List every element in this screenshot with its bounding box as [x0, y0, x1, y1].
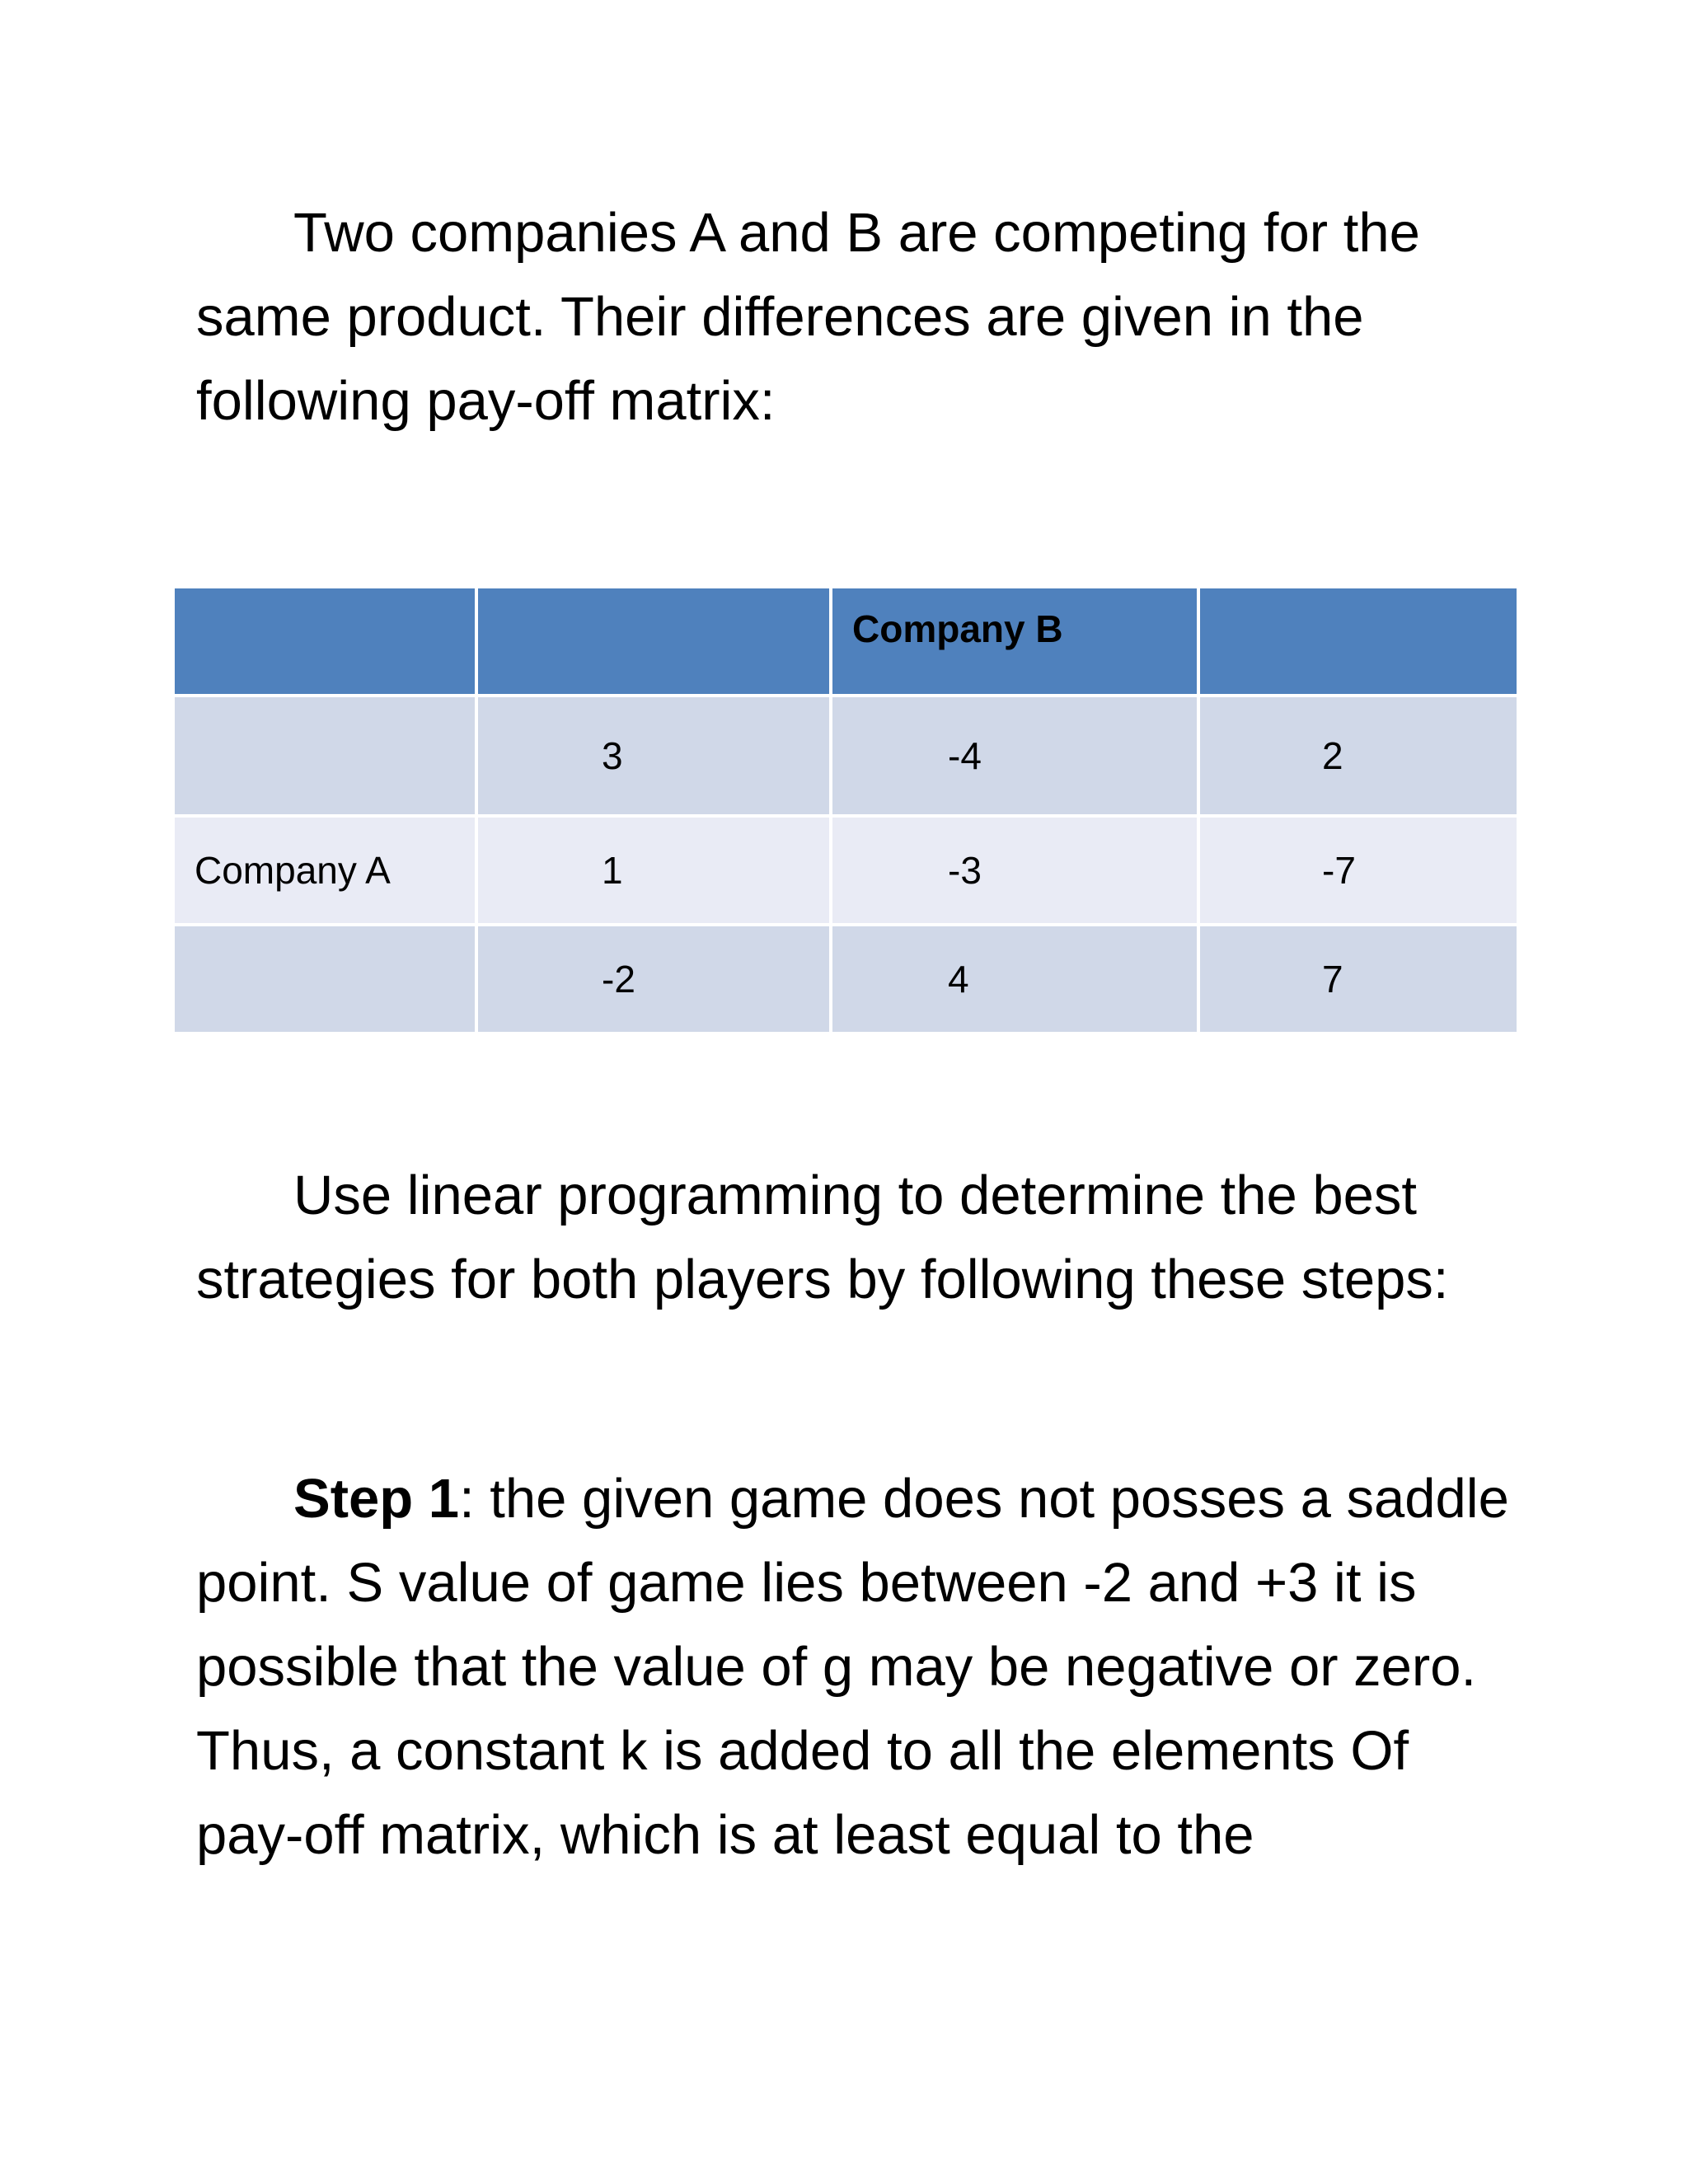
step1-first-line	[196, 1457, 1515, 1541]
step1-first-line-text: : the given game does not posses a saddle	[459, 1468, 1509, 1530]
step1-line: Thus, a constant k is added to all the elements Of	[196, 1720, 1409, 1782]
step1-label: Step 1	[293, 1468, 460, 1530]
step1-line: point. S value of game lies between -2 and +3 it is	[196, 1552, 1417, 1614]
header-cell	[476, 587, 831, 696]
intro-line: following pay-off matrix:	[196, 370, 776, 432]
matrix-cell: 4	[831, 925, 1198, 1033]
row-label-cell	[173, 696, 476, 816]
instruction-line: Use linear programming to determine the best	[293, 1165, 1417, 1226]
instruction-line: strategies for both players by following these steps:	[196, 1249, 1449, 1310]
matrix-cell: -2	[476, 925, 831, 1033]
row-label-cell	[173, 925, 476, 1033]
row-label-cell-company-a: Company A	[173, 816, 476, 925]
intro-line: same product. Their differences are given in the	[196, 286, 1364, 348]
matrix-cell: 3	[476, 696, 831, 816]
matrix-cell: 2	[1198, 696, 1518, 816]
table-header-row	[173, 587, 1518, 696]
table-row	[173, 696, 1518, 816]
payoff-matrix-table	[171, 585, 1520, 1035]
table-row	[173, 925, 1518, 1033]
step1-line: pay-off matrix, which is at least equal to the	[196, 1804, 1254, 1866]
matrix-cell: 7	[1198, 925, 1518, 1033]
matrix-cell: 1	[476, 816, 831, 925]
matrix-cell: -4	[831, 696, 1198, 816]
matrix-cell: -7	[1198, 816, 1518, 925]
header-cell	[173, 587, 476, 696]
matrix-cell: -3	[831, 816, 1198, 925]
step1-line: possible that the value of g may be negative or zero.	[196, 1636, 1477, 1698]
header-cell	[1198, 587, 1518, 696]
table-row	[173, 816, 1518, 925]
step1-paragraph	[196, 1457, 1515, 1877]
header-cell-company-b: Company B	[831, 587, 1198, 696]
intro-paragraph	[196, 191, 1515, 443]
intro-line: Two companies A and B are competing for the	[293, 202, 1420, 264]
instruction-paragraph	[196, 1154, 1515, 1322]
